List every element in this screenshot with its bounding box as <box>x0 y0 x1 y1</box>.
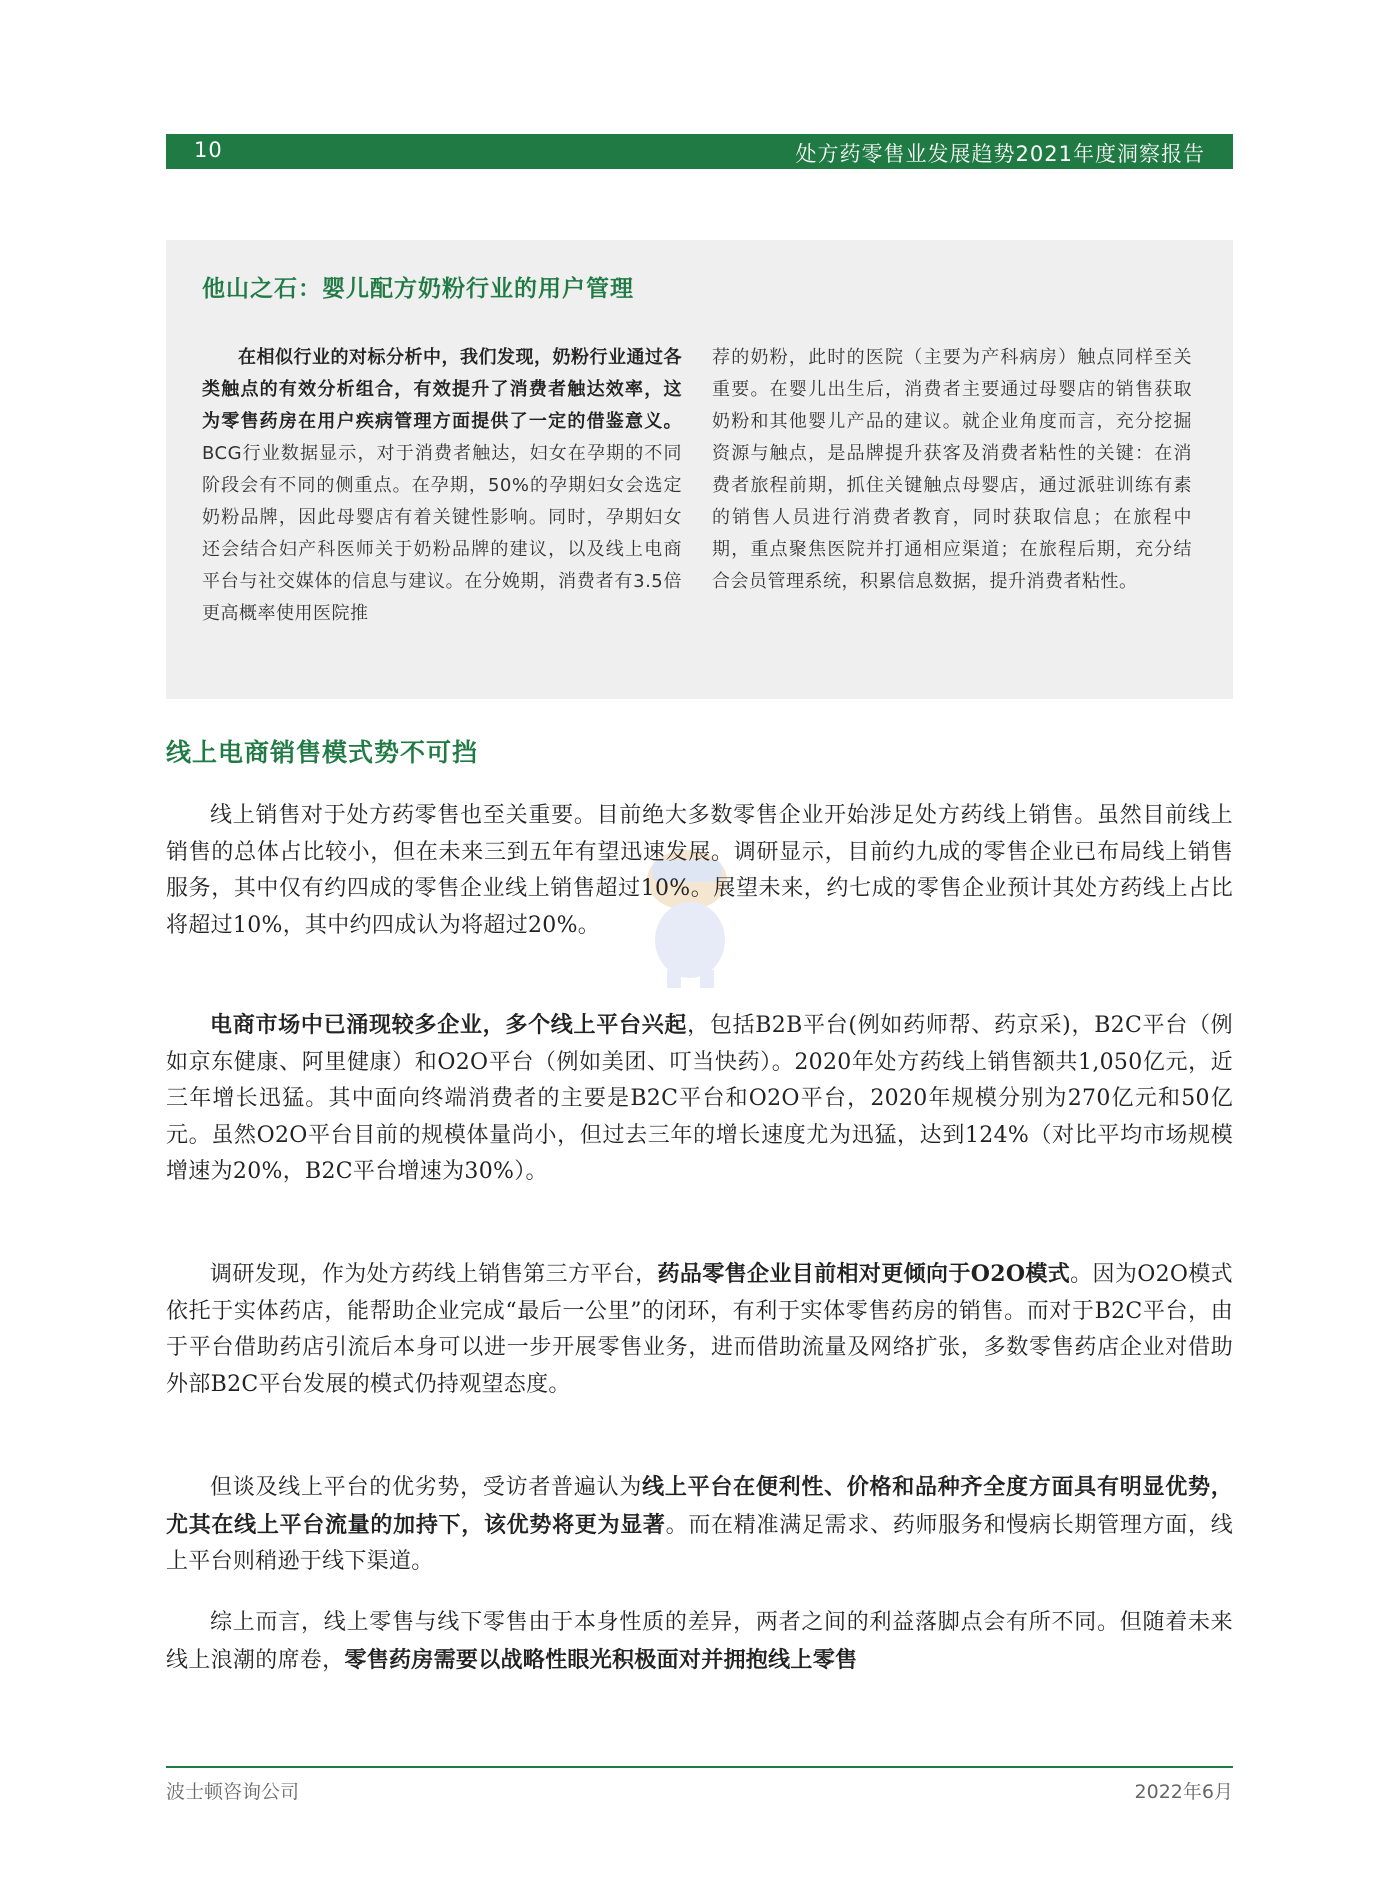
p4-text2: 。而在精准满足需求、药师服务和慢病长期管理方面，线上平台则稍逊于线下渠道。 <box>166 1512 1233 1574</box>
section-title: 线上电商销售模式势不可挡 <box>166 738 479 767</box>
p5-bold: 零售药房需要以战略性眼光积极面对并拥抱线上零售 <box>344 1646 858 1673</box>
report-title: 处方药零售业发展趋势2021年度洞察报告 <box>795 142 1205 166</box>
paragraph-online-advantages <box>166 1469 1233 1581</box>
callout-box <box>166 240 1233 699</box>
paragraph-online-sales: 线上销售对于处方药零售也至关重要。目前绝大多数零售企业开始涉足处方药线上销售。虽然目前线上销售的总体占比较小，但在未来三到五年有望迅速发展。调研显示，目前约九成的零售企业已布局线上销售服务，其中仅有约四成的零售企业线上销售超过10%。展望未来，约七成的零售企业预计其处方药线上占比将超过10%，其中约四成认为将超过20%。 <box>166 803 1233 938</box>
p5-text1: 综上而言，线上零售与线下零售由于本身性质的差异，两者之间的利益落脚点会有所不同。但随着未来线上浪潮的席卷， <box>166 1610 1233 1673</box>
p3-text2: 。因为O2O模式依托于实体药店，能帮助企业完成“最后一公里”的闭环，有利于实体零售药房的销售。而对于B2C平台，由于平台借助药店引流后本身可以进一步开展零售业务，进而借助流量及网络扩张，多数零售药店企业对借助外部B2C平台发展的模式仍持观望态度。 <box>166 1262 1233 1397</box>
callout-right-column: 荐的奶粉，此时的医院（主要为产科病房）触点同样至关重要。在婴儿出生后，消费者主要通过母婴店的销售获取奶粉和其他婴儿产品的建议。就企业角度而言，充分挖掘资源与触点，是品牌提升获客及消费者粘性的关键：在消费者旅程前期，抓住关键触点母婴店，通过派驻训练有素的销售人员进行消费者教育，同时获取信息；在旅程中期，重点聚焦医院并打通相应渠道；在旅程后期，充分结合会员管理系统，积累信息数据，提升消费者粘性。 <box>712 347 1192 592</box>
footer-divider <box>166 1766 1233 1768</box>
callout-left-text: BCG行业数据显示，对于消费者触达，妇女在孕期的不同阶段会有不同的侧重点。在孕期，50%的孕期妇女会选定奶粉品牌，因此母婴店有着关键性影响。同时，孕期妇女还会结合妇产科医师关于奶粉品牌的建议，以及线上电商平台与社交媒体的信息与建议。在分娩期，消费者有3.5倍更高概率使用医院推 <box>202 443 682 624</box>
paragraph-ecommerce-platforms <box>166 1007 1233 1191</box>
paragraph-conclusion <box>166 1605 1233 1681</box>
callout-left-bold: 在相似行业的对标分析中，我们发现，奶粉行业通过各类触点的有效分析组合，有效提升了消费者触达效率，这为零售药房在用户疾病管理方面提供了一定的借鉴意义。 <box>202 347 682 432</box>
footer-company: 波士顿咨询公司 <box>166 1781 300 1803</box>
p3-text1: 调研发现，作为处方药线上销售第三方平台， <box>210 1262 658 1287</box>
p4-text1: 但谈及线上平台的优劣势，受访者普遍认为 <box>210 1475 643 1500</box>
callout-left-column <box>202 342 682 630</box>
p3-bold: 药品零售企业目前相对更倾向于O2O模式 <box>657 1261 1071 1287</box>
paragraph-o2o-preference <box>166 1256 1233 1403</box>
p2-text: ，包括B2B平台(例如药师帮、药京采)，B2C平台（例如京东健康、阿里健康）和O2O平台（例如美团、叮当快药）。2020年处方药线上销售额共1,050亿元，近三年增长迅猛。其中面向终端消费者的主要是B2C平台和O2O平台，2020年规模分别为270亿元和50亿元。虽然O2O平台目前的规模体量尚小，但过去三年的增长速度尤为迅猛，达到124%（对比平均市场规模增速为20%，B2C平台增速为30%）。 <box>166 1013 1233 1184</box>
p4-bold: 线上平台在便利性、价格和品种齐全度方面具有明显优势，尤其在线上平台流量的加持下，该优势将更为显著 <box>166 1474 1233 1538</box>
header-bar <box>166 134 1233 169</box>
callout-title: 他山之石：婴儿配方奶粉行业的用户管理 <box>202 276 634 302</box>
footer-date: 2022年6月 <box>1134 1781 1233 1803</box>
page-number: 10 <box>194 138 223 162</box>
p2-bold: 电商市场中已涌现较多企业，多个线上平台兴起 <box>210 1012 688 1038</box>
